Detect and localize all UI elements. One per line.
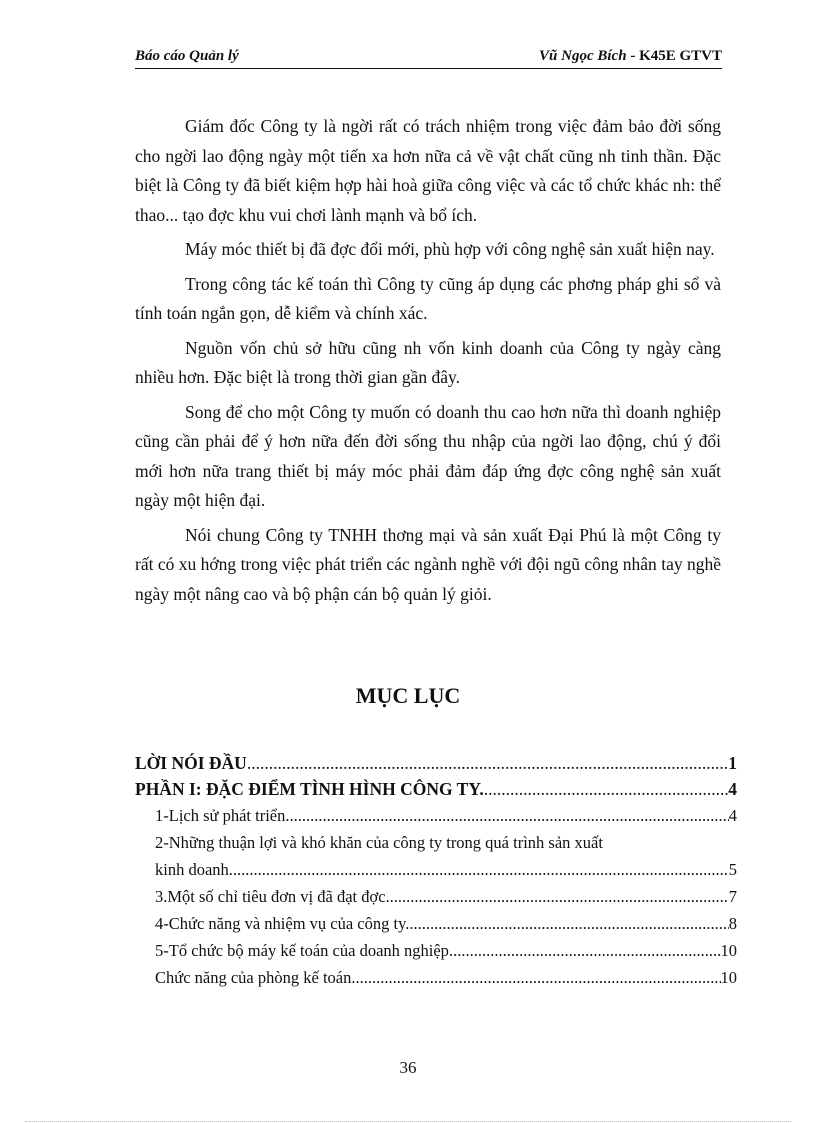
toc-leader [285, 802, 728, 829]
header-author-name: Vũ Ngọc Bích [539, 48, 627, 64]
toc-leader [409, 910, 728, 937]
toc-leader [453, 937, 720, 964]
toc-leader [233, 856, 729, 883]
header-report-title: Báo cáo Quản lý [135, 48, 239, 64]
page-bottom-rule [25, 1121, 791, 1122]
toc-entry-label: PHẦN I: ĐẶC ĐIỂM TÌNH HÌNH CÔNG TY. [135, 779, 484, 799]
body-text [135, 112, 721, 614]
toc-entry-label: 4-Chức năng và nhiệm vụ của công ty. [155, 914, 410, 933]
toc-entry [135, 937, 737, 964]
toc-entry [135, 750, 737, 776]
header-class: K45E GTVT [639, 48, 722, 64]
toc-entry-page: 1 [728, 753, 737, 773]
toc-entry-label-continued: kinh doanh. [155, 860, 233, 879]
paragraph: Nguồn vốn chủ sở hữu cũng nh vốn kinh doanh của Công ty ngày càng nhiều hơn. Đặc biệt là trong thời gian gần đây. [135, 337, 721, 387]
toc-leader [484, 776, 729, 802]
page-header [135, 48, 722, 69]
toc-title: MỤC LỤC [355, 683, 461, 708]
toc-entry-label: 1-Lịch sử phát triển [155, 806, 286, 825]
toc-leader [247, 750, 728, 776]
toc-entry-label: LỜI NÓI ĐẦU [135, 753, 247, 773]
toc-entry [135, 910, 737, 937]
toc-entry-label: 3.Một số chỉ tiêu đơn vị đã đạt đợc [155, 887, 386, 906]
toc-leader [351, 964, 720, 991]
toc-entry-page: 7 [728, 887, 737, 906]
paragraph: Giám đốc Công ty là ngời rất có trách nhiệm trong việc đảm bảo đời sống cho ngời lao động ngày một tiến xa hơn nữa cả về vật chất cũng nh tinh thần. Đặc biệt là Công ty đã biết kiệm hợp hài hoà giữa công việc và các tổ chức khác nh: thể thao... tạo đợc khu vui chơi lành mạnh và bổ ích. [135, 116, 721, 225]
page-number: 36 [399, 1058, 417, 1077]
toc-entry-page: 4 [728, 806, 737, 825]
paragraph: Nói chung Công ty TNHH thơng mại và sản xuất Đại Phú là một Công ty rất có xu hớng trong việc phát triển các ngành nghề với đội ngũ công nhân tay nghề ngày một nâng cao và bộ phận cán bộ quản lý giỏi. [135, 524, 721, 604]
toc-entry-label: 5-Tổ chức bộ máy kế toán của doanh nghiệp. [155, 941, 454, 960]
header-separator: - [626, 48, 640, 64]
toc-entry-page: 8 [728, 914, 737, 933]
toc-entry [135, 829, 737, 883]
paragraph: Trong công tác kế toán thì Công ty cũng áp dụng các phơng pháp ghi sổ và tính toán ngắn gọn, dễ kiểm và chính xác. [135, 273, 721, 323]
toc-entry-label: Chức năng của phòng kế toán [155, 968, 352, 987]
toc-entry-page: 10 [720, 941, 737, 960]
toc-leader [386, 883, 729, 910]
toc-entry [135, 776, 737, 802]
toc-entry-label: 2-Những thuận lợi và khó khăn của công ty trong quá trình sản xuất [155, 833, 603, 852]
toc-entry [135, 883, 737, 910]
table-of-contents [135, 750, 737, 991]
header-author [539, 48, 722, 65]
toc-entry [135, 964, 737, 991]
paragraph: Máy móc thiết bị đã đợc đổi mới, phù hợp với công nghệ sản xuất hiện nay. [185, 239, 715, 259]
toc-entry [135, 802, 737, 829]
paragraph: Song để cho một Công ty muốn có doanh thu cao hơn nữa thì doanh nghiệp cũng cần phải để ý hơn nữa đến đời sống thu nhập của ngời lao động, chú ý đổi mới hơn nữa trang thiết bị máy móc phải đảm đáp ứng đợc công nghệ sản xuất ngày một hiện đại. [135, 401, 721, 510]
toc-entry-page: 10 [720, 968, 737, 987]
toc-entry-page: 4 [728, 779, 737, 799]
toc-entry-page: 5 [728, 860, 737, 879]
